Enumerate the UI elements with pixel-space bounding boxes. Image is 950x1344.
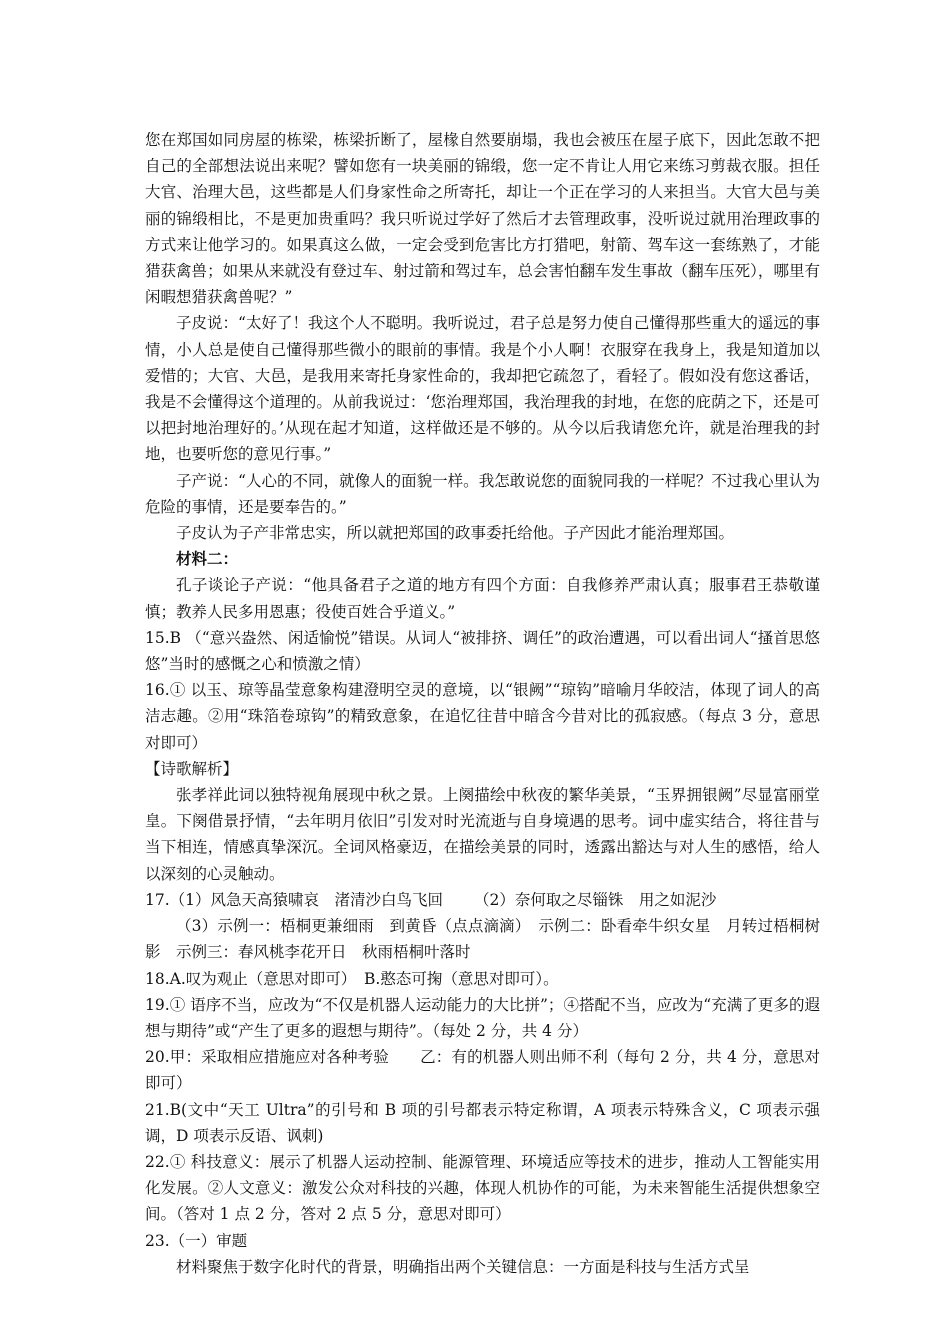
answer-23-paragraph: 材料聚焦于数字化时代的背景，明确指出两个关键信息：一方面是科技与生活方式呈: [176, 1257, 750, 1276]
paragraph-zipi-entrusts: 子皮认为子产非常忠实，所以就把郑国的政事委托给他。子产因此才能治理郑国。: [176, 524, 735, 543]
answer-23-heading: 23.（一）审题: [145, 1231, 248, 1250]
answer-17-part-1: 17.（1）风急天高猿啸哀 渚清沙白鸟飞回: [145, 890, 444, 909]
answer-17-part-2: （2）奈何取之尽锱铢 用之如泥沙: [474, 890, 717, 909]
answer-22: 22.① 科技意义：展示了机器人运动控制、能源管理、环境适应等技术的进步，推动人工智能实用化发展。②人文意义：激发公众对科技的兴趣，体现人机协作的可能，为未来智能生活提供想象空间。（答对 1 点 2 分，答对 2 点 5 分，意思对即可）: [145, 1152, 820, 1224]
paragraph-poem-analysis: 张孝祥此词以独特视角展现中秋之景。上阕描绘中秋夜的繁华美景，“玉界拥银阙”尽显富丽堂皇。下阕借景抒情，“去年明月依旧”引发对时光流逝与自身境遇的思考。词中虚实结合，将往昔与当下相连，情感真挚深沉。全词风格豪迈，在描绘美景的同时，透露出豁达与对人生的感悟，给人以深刻的心灵触动。: [145, 786, 820, 883]
answer-17: [145, 887, 820, 913]
answer-19: 19.① 语序不当，应改为“不仅是机器人运动能力的大比拼”；④搭配不当，应改为“充满了更多的遐想与期待”或“产生了更多的遐想与期待”。（每处 2 分，共 4 分）: [145, 995, 820, 1040]
heading-material-two: 材料二：: [176, 549, 239, 569]
paragraph-zichan-reply: 子产说：“人心的不同，就像人的面貌一样。我怎敢说您的面貌同我的一样呢？不过我心里认为危险的事情，还是要奉告的。”: [145, 471, 820, 516]
paragraph-zipi-reply: 子皮说：“太好了！我这个人不聪明。我听说过，君子总是努力使自己懂得那些重大的遥远的事情，小人总是使自己懂得那些微小的眼前的事情。我是个小人啊！衣服穿在我身上，我是知道加以爱惜的；大官、大邑，是我用来寄托身家性命的，我却把它疏忽了，看轻了。假如没有您这番话，我是不会懂得这个道理的。从前我说过：‘您治理郑国，我治理我的封地，在您的庇荫之下，还是可以把封地治理好的。’从现在起才知道，这样做还是不够的。从今以后我请您允许，就是治理我的封地，也要听您的意见行事。”: [145, 314, 820, 464]
paragraph-zichan-speech-end: 您在郑国如同房屋的栋梁，栋梁折断了，屋椽自然要崩塌，我也会被压在屋子底下，因此怎敢不把自己的全部想法说出来呢？譬如您有一块美丽的锦缎，您一定不肯让人用它来练习剪裁衣服。担任大官、治理大邑，这些都是人们身家性命之所寄托，却让一个正在学习的人来担当。大官大邑与美丽的锦缎相比，不是更加贵重吗？我只听说过学好了然后才去管理政事，没听说过就用治理政事的方式来让他学习的。如果真这么做，一定会受到危害比方打猎吧，射箭、驾车这一套练熟了，才能猎获禽兽；如果从来就没有登过车、射过箭和驾过车，总会害怕翻车发生事故（翻车压死），哪里有闲暇想猎获禽兽呢？”: [145, 131, 820, 307]
answer-21: 21.B(文中“天工 Ultra”的引号和 B 项的引号都表示特定称谓，A 项表示特殊含义，C 项表示强调，D 项表示反语、讽刺): [145, 1100, 820, 1145]
answer-20-yi: 乙：有的机器人则出师不利（每句 2 分，共 4 分，意思对即可）: [145, 1048, 821, 1093]
answer-20-jia: 20.甲：采取相应措施应对各种考验: [145, 1048, 389, 1067]
heading-poem-analysis: 【诗歌解析】: [145, 759, 239, 778]
answer-18: 18.A.叹为观止（意思对即可） B.憨态可掬（意思对即可）。: [145, 969, 559, 988]
answer-17-part-3: （3）示例一：梧桐更兼细雨 到黄昏（点点滴滴） 示例二：卧看牵牛织女星 月转过梧桐树影 示例三：春风桃李花开日 秋雨梧桐叶落时: [145, 917, 820, 962]
document-body: [145, 127, 820, 1280]
answer-16: 16.① 以玉、琼等晶莹意象构建澄明空灵的意境，以“银阙”“琼钩”暗喻月华皎洁，体现了词人的高洁志趣。②用“珠箔卷琼钩”的精致意象，在追忆往昔中暗含今昔对比的孤寂感。（每点 3 分，意思对即可）: [145, 681, 820, 752]
answer-20: [145, 1044, 820, 1096]
answer-15: 15.B （“意兴盎然、闲适愉悦”错误。从词人“被排挤、调任”的政治遭遇，可以看出词人“搔首思悠悠”当时的感慨之心和愤激之情）: [145, 628, 820, 674]
paragraph-confucius: 孔子谈论子产说：“他具备君子之道的地方有四个方面：自我修养严肃认真；服事君王恭敬谨慎；教养人民多用恩惠；役使百姓合乎道义。”: [145, 576, 820, 621]
